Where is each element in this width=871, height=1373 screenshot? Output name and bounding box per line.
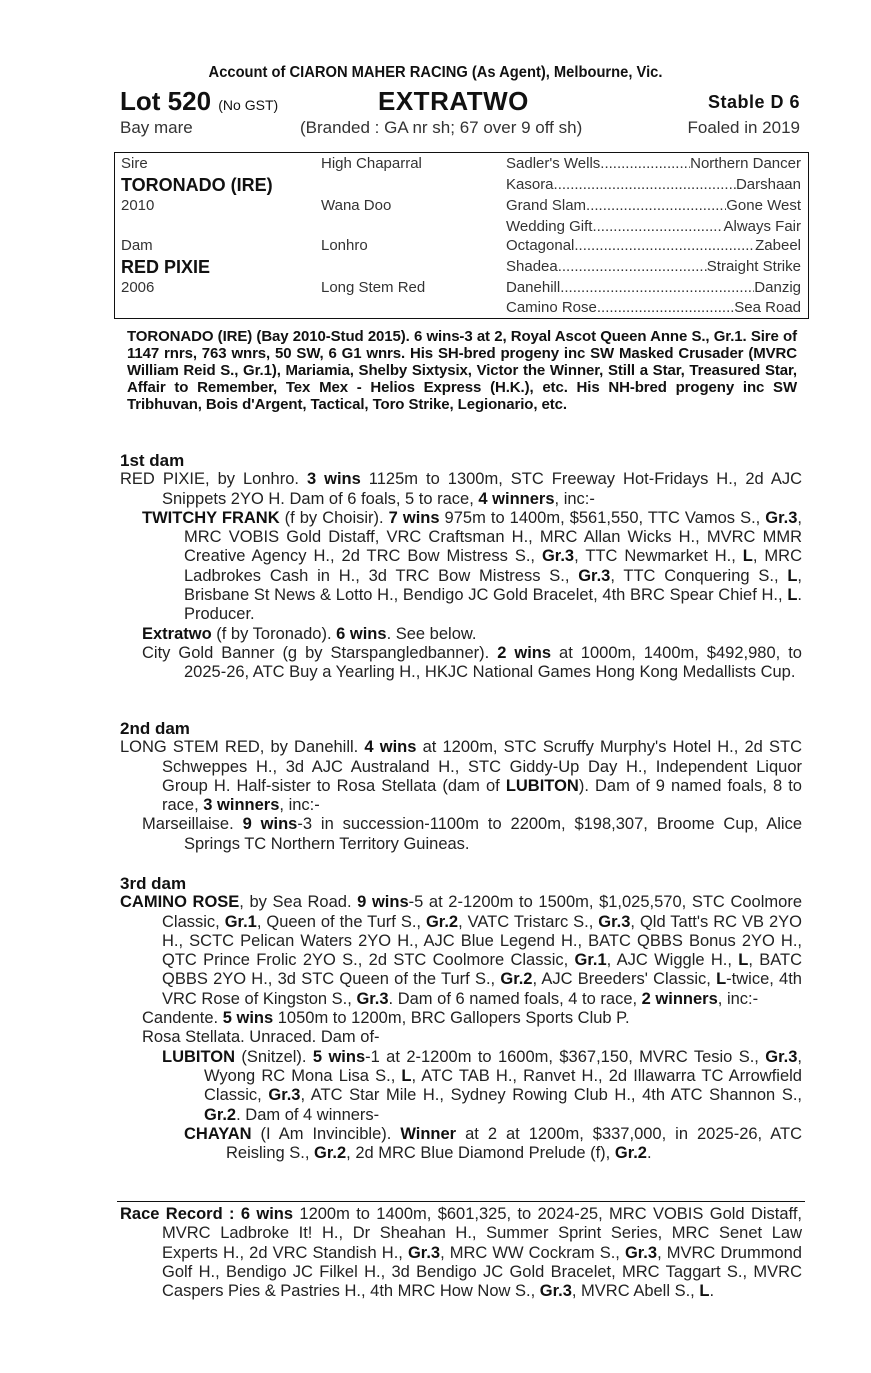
vendor-account: Account of CIARON MAHER RACING (As Agent), Melbourne, Vic. [208,64,663,81]
ancestor-row: Camino Rose ..... Sea Road [506,298,801,318]
progeny-entry: Candente. 5 wins 1050m to 1200m, BRC Gallopers Sports Club P. [142,1009,630,1028]
lot-label: Lot 520 [120,86,212,116]
second-dam-section [120,719,802,854]
third-dam-heading: 3rd dam [120,874,187,893]
second-dam-heading: 2nd dam [120,719,190,738]
ancestor-row: Wedding Gift ..... Always Fair [506,217,801,237]
sire-label: Sire [121,155,148,172]
race-record-label: Race Record : 6 wins [120,1205,294,1223]
sire-summary: TORONADO (IRE) (Bay 2010-Stud 2015). 6 wins-3 at 2, Royal Ascot Queen Anne S., Gr.1. Sire of 1147 rnrs, 763 wnrs, 50 SW, 6 G1 wnrs. His SH-bred progeny inc SW Masked Crusader (MVRC William Reid S., Gr.1), Mariamia, Shelby Sixtysix, Victor the Winner, Still a Star, Treasured Star, Affair to Remember, Tex Mex - Helios Express (H.K.), etc. His NH-bred progeny inc SW Tribhuvan, Bois d'Argent, Tactical, Toro Strike, Legionario, etc. [127,328,797,413]
sire-sire: High Chaparral [321,155,422,172]
third-dam-section [120,874,802,1163]
race-record-section [120,1205,802,1301]
pedigree-table [114,152,809,319]
ancestor-row: Octagonal ..... Zabeel [506,236,801,256]
first-dam-heading: 1st dam [120,451,185,470]
dam-dam: Long Stem Red [321,279,426,296]
section-divider [117,1201,805,1202]
ancestor-row: Danehill ..... Danzig [506,278,801,298]
progeny-entry: City Gold Banner (g by Starspangledbanner). 2 wins at 1000m, 1400m, $492,980, to 2025-26, ATC Buy a Yearling H., HKJC National Games Hong Kong Medallists Cup. [142,643,802,682]
first-dam-entry: RED PIXIE, by Lonhro. 3 wins 1125m to 1300m, STC Freeway Hot-Fridays H., 2d AJC Snippets 2YO H. Dam of 6 foals, 5 to race, 4 winners, inc:- [120,470,802,508]
race-record-entry: Race Record : 6 wins 1200m to 1400m, $601,325, to 2024-25, MRC VOBIS Gold Distaff, MVRC Ladbroke It! H., Dr Sheahan H., Summer Sprint Series, MRC Senet Law Experts H., 2d VRC Standish H., Gr.3, MRC WW Cockram S., Gr.3, MVRC Drummond Golf H., Bendigo JC Filkel H., 3d Bendigo JC Gold Bracelet, MRC Taggart S., MVRC Caspers Pies & Pastries H., 4th MRC How Now S., Gr.3, MVRC Abell S., L. [120,1205,802,1301]
first-dam-section [120,451,802,683]
foaled-year: Foaled in 2019 [687,118,800,137]
sire-name: TORONADO (IRE) [121,175,273,195]
progeny-entry: Extratwo (f by Toronado). 6 wins. See below. [142,624,477,643]
sire-year: 2010 [121,197,155,214]
progeny-entry: Rosa Stellata. Unraced. Dam of- [142,1028,380,1047]
ancestor-row: Sadler's Wells ..... Northern Dancer [506,154,801,174]
sire-dam: Wana Doo [321,197,392,214]
third-dam-entry: CAMINO ROSE, by Sea Road. 9 wins-5 at 2-1200m to 1500m, $1,025,570, STC Coolmore Classic, Gr.1, Queen of the Turf S., Gr.2, VATC Tristarc S., Gr.3, Qld Tatt's RC VB 2YO H., SCTC Pelican Waters 2YO H., AJC Blue Legend H., BATC QBBS Bonus 2YO H., QTC Prince Frolic 2YO S., 2d STC Coolmore Classic, Gr.1, AJC Wiggle H., L, BATC QBBS 2YO H., 3d STC Queen of the Turf S., Gr.2, AJC Breeders' Classic, L-twice, 4th VRC Rose of Kingston S., Gr.3. Dam of 6 named foals, 4 to race, 2 winners, inc:- [120,893,803,1008]
ancestor-row: Grand Slam ..... Gone West [506,196,801,216]
progeny-entry: CHAYAN (I Am Invincible). Winner at 2 at 1200m, $337,000, in 2025-26, ATC Reisling S., Gr.2, 2d MRC Blue Diamond Prelude (f), Gr.2. [184,1124,802,1163]
ancestor-row: Shadea ..... Straight Strike [506,257,801,277]
ancestor-row: Kasora ..... Darshaan [506,175,801,195]
horse-name: EXTRATWO [378,86,529,116]
dam-sire: Lonhro [321,237,368,254]
progeny-entry: LUBITON (Snitzel). 5 wins-1 at 2-1200m to 1600m, $367,150, MVRC Tesio S., Gr.3, Wyong RC Mona Lisa S., L, ATC TAB H., Ranvet H., 2d Illawarra TC Arrowfield Classic, Gr.3, ATC Star Mile H., Sydney Rowing Club H., 4th ATC Shannon S., Gr.2. Dam of 4 winners- [162,1047,802,1124]
dam-name: RED PIXIE [121,257,211,277]
progeny-entry: Marseillaise. 9 wins-3 in succession-1100m to 2200m, $198,307, Broome Cup, Alice Springs TC Northern Territory Guineas. [142,815,803,853]
stable-location: Stable D 6 [707,92,800,112]
second-dam-entry: LONG STEM RED, by Danehill. 4 wins at 1200m, STC Scruffy Murphy's Hotel H., 2d STC Schweppes H., 3d AJC Australand H., STC Giddy-Up Day H., Independent Liquor Group H. Half-sister to Rosa Stellata (dam of LUBITON). Dam of 9 named foals, 8 to race, 3 winners, inc:- [120,738,802,815]
brand-info: (Branded : GA nr sh; 67 over 9 off sh) [300,118,583,137]
gst-note: (No GST) [218,97,279,113]
horse-description: Bay mare [120,118,193,137]
lot-number [120,86,278,117]
dam-year: 2006 [121,279,155,296]
dam-label: Dam [121,237,153,254]
progeny-entry: TWITCHY FRANK (f by Choisir). 7 wins 975m to 1400m, $561,550, TTC Vamos S., Gr.3, MRC VOBIS Gold Distaff, VRC Craftsman H., MRC Allan Wicks H., MVRC MMR Creative Agency H., 2d TRC Bow Mistress S., Gr.3, TTC Newmarket H., L, MRC Ladbrokes Cash in H., 3d TRC Bow Mistress S., Gr.3, TTC Conquering S., L, Brisbane St News & Lotto H., Bendigo JC Gold Bracelet, 4th BRC Spear Chief H., L. Producer. [142,508,803,624]
